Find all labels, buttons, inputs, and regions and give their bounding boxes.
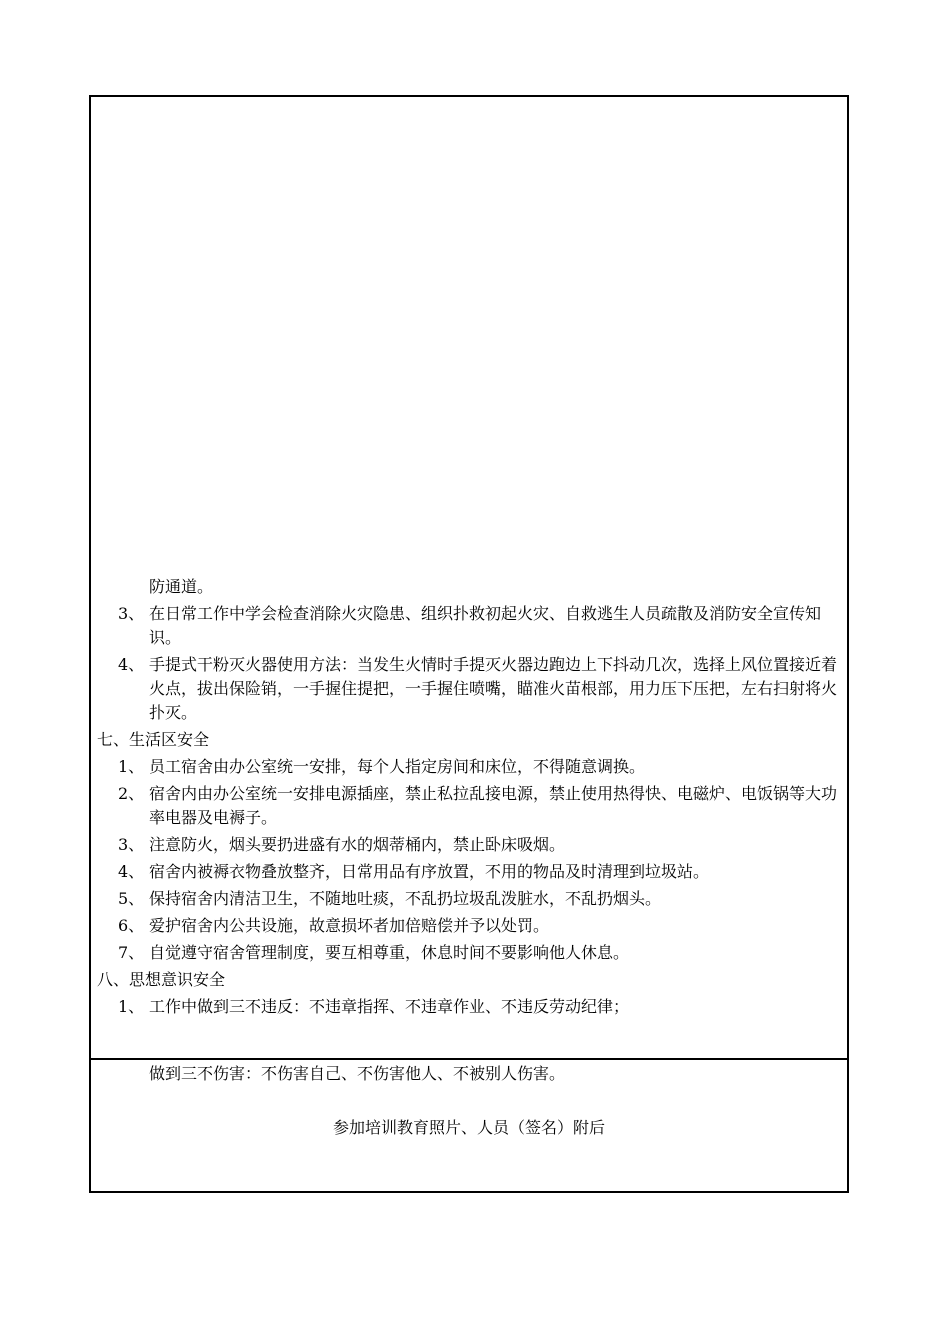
content-upper [91, 575, 847, 1022]
photo-caption: 参加培训教育照片、人员（签名）附后 [332, 1118, 605, 1137]
item-number: 1、 [118, 757, 145, 776]
item-text: 在日常工作中学会检查消除火灾隐患、组织扑救初起火灾、自救逃生人员疏散及消防安全宣传知识。 [149, 604, 822, 647]
table-divider [91, 1058, 847, 1060]
list-item [91, 995, 847, 1019]
list-item [91, 887, 847, 911]
item-number: 5、 [118, 889, 145, 908]
continuation-line: 做到三不伤害：不伤害自己、不伤害他人、不被别人伤害。 [149, 1064, 566, 1083]
item-text: 工作中做到三不违反：不违章指挥、不违章作业、不违反劳动纪律； [149, 997, 630, 1016]
list-item [91, 833, 847, 857]
continuation-line: 防通道。 [149, 577, 214, 596]
document-frame [89, 95, 849, 1193]
item-text: 员工宿舍由办公室统一安排，每个人指定房间和床位，不得随意调换。 [149, 757, 646, 776]
item-number: 4、 [118, 655, 145, 674]
list-item [91, 941, 847, 965]
item-text: 爱护宿舍内公共设施，故意损坏者加倍赔偿并予以处罚。 [149, 916, 550, 935]
list-item [91, 602, 847, 650]
item-text: 注意防火，烟头要扔进盛有水的烟蒂桶内，禁止卧床吸烟。 [149, 835, 566, 854]
item-text: 宿舍内由办公室统一安排电源插座，禁止私拉乱接电源，禁止使用热得快、电磁炉、电饭锅等大功率电器及电褥子。 [149, 784, 838, 827]
item-number: 1、 [118, 997, 145, 1016]
item-number: 7、 [118, 943, 145, 962]
section-heading: 八、思想意识安全 [97, 970, 226, 989]
item-text: 手提式干粉灭火器使用方法：当发生火情时手提灭火器边跑边上下抖动几次，选择上风位置接近着火点，拔出保险销，一手握住提把，一手握住喷嘴，瞄准火苗根部，用力压下压把，左右扫射将火扑灭。 [149, 655, 838, 722]
content-lower [91, 1062, 847, 1140]
item-number: 3、 [118, 835, 145, 854]
list-item [91, 755, 847, 779]
list-item [91, 860, 847, 884]
item-text: 自觉遵守宿舍管理制度，要互相尊重，休息时间不要影响他人休息。 [149, 943, 630, 962]
item-number: 4、 [118, 862, 145, 881]
section-heading: 七、生活区安全 [97, 730, 210, 749]
item-number: 6、 [118, 916, 145, 935]
item-text: 保持宿舍内清洁卫生，不随地吐痰，不乱扔垃圾乱泼脏水，不乱扔烟头。 [149, 889, 662, 908]
list-item [91, 653, 847, 725]
item-text: 宿舍内被褥衣物叠放整齐，日常用品有序放置，不用的物品及时清理到垃圾站。 [149, 862, 710, 881]
list-item [91, 782, 847, 830]
item-number: 2、 [118, 784, 145, 803]
list-item [91, 914, 847, 938]
item-number: 3、 [118, 604, 145, 623]
